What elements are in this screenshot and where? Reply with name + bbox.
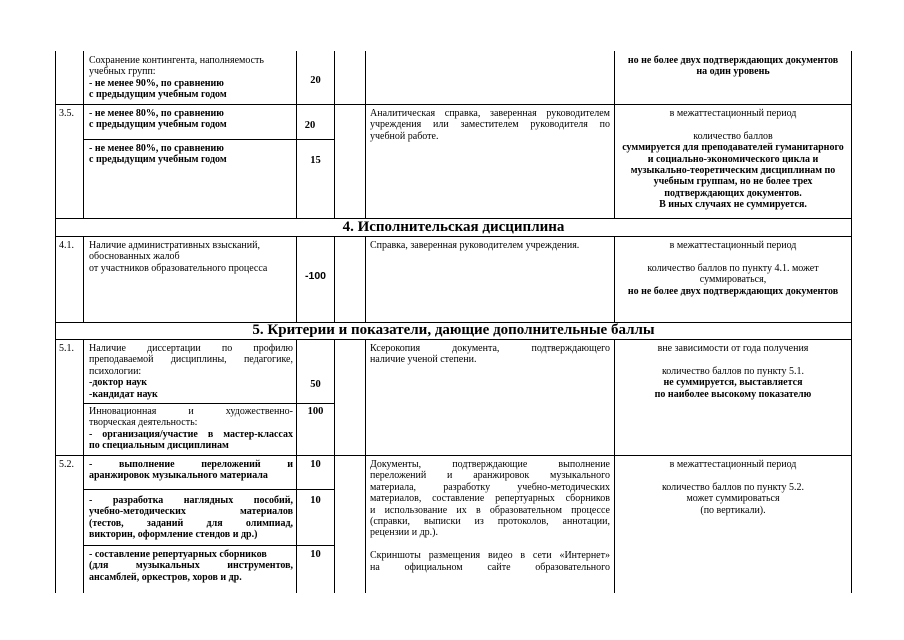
cell-line: (справки, выписки из протоколов, аннотации, (370, 516, 610, 528)
rule-col4-c (365, 339, 366, 593)
cell-line: суммируется для преподавателей гуманитарного (622, 142, 844, 154)
cell-line: В иных случаях не суммируется. (659, 199, 807, 211)
cell-line: на один уровень (696, 66, 770, 78)
rule-col0-b (55, 236, 56, 322)
cell-line: Инновационная и художественно- (89, 406, 293, 417)
cell-5-1-a (89, 343, 293, 400)
score-value: 20 (304, 120, 316, 131)
rule-sec4-bottom (55, 236, 852, 237)
rule-col6-c (851, 339, 852, 593)
cell-line: в межаттестационный период (669, 459, 797, 470)
cell-line: - выполнение переложений и (89, 459, 293, 470)
cell-5-2-document (370, 459, 610, 573)
cell-top-criterion (89, 55, 293, 101)
cell-line: музыкально-теоретическим дисциплинам по (630, 165, 836, 177)
cell-line: - не менее 80%, по сравнению (89, 143, 224, 154)
cell-line: по наиболее высокому показателю (654, 388, 812, 400)
cell-line: материалов, составление репертуарных сборников (370, 493, 610, 505)
cell-line: количество баллов по пункту 4.1. может (647, 262, 819, 274)
cell-line (370, 539, 610, 550)
section-heading: 5. Критерии и показатели, дающие дополнительные баллы (252, 322, 655, 338)
cell-5-2-b (89, 495, 293, 541)
rule-sec5-right (851, 322, 852, 339)
cell-line: не суммируется, выставляется (663, 377, 803, 389)
cell-line: ансамблей, оркестров, хоров и др. (89, 571, 242, 583)
cell-line: рецензии и др.). (370, 527, 439, 539)
cell-line: количество баллов по пункту 5.1. (661, 365, 805, 377)
rule-sec5-bottom (55, 339, 852, 340)
cell-line: с предыдущим учебным годом (89, 89, 227, 101)
cell-4-1-criterion (89, 240, 293, 274)
cell-line: учреждения или заместителем руководителя по (370, 119, 610, 131)
cell-line: и использование их в образовательном процессе (370, 504, 610, 516)
cell-line: викторин, оформление стендов и др.) (89, 529, 258, 541)
cell-line: - организация/участие в мастер-классах (89, 428, 293, 440)
cell-line: с предыдущим учебным годом (89, 154, 227, 166)
score-value: 10 (310, 495, 321, 506)
cell-4-1-note (616, 240, 850, 297)
cell-5-2-note (616, 459, 850, 516)
rule-col5-c (614, 339, 615, 593)
cell-line: (для музыкальных инструментов, (89, 560, 293, 572)
cell-line: наличие ученой степени. (370, 354, 477, 366)
cell-5-2-c (89, 549, 293, 583)
cell-line: переложений и аранжировок музыкального (370, 470, 610, 482)
rule-col6-a (851, 51, 852, 218)
cell-5-1-note (616, 343, 850, 400)
cell-3-5-document (370, 108, 610, 142)
cell-line: но не более двух подтверждающих документов (627, 285, 839, 297)
rule-col3-a (334, 51, 335, 218)
cell-line: учебно-методических материалов (89, 506, 293, 518)
rule-col5-b (614, 236, 615, 322)
rule-col3-c (334, 339, 335, 593)
cell-line: но не более двух подтверждающих документов (627, 55, 839, 66)
cell-line: обоснованных жалоб (89, 251, 180, 263)
rule-col0-c (55, 339, 56, 593)
score-value: 50 (310, 379, 321, 390)
cell-line: суммироваться, (699, 274, 767, 286)
cell-5-1-document (370, 343, 610, 366)
row-number: 3.5. (59, 108, 74, 119)
cell-line: творческая деятельность: (89, 417, 198, 429)
cell-line: в межаттестационный период (669, 240, 797, 251)
rule-sec-right (851, 218, 852, 236)
cell-line: в межаттестационный период (669, 108, 797, 119)
cell-line: и социально-экономического цикла и (647, 153, 819, 165)
rule-col1-a (83, 51, 84, 218)
rule-col4-a (365, 51, 366, 218)
cell-3-5-note (616, 108, 850, 211)
cell-line: аранжировок музыкального материала (89, 470, 268, 482)
cell-line (616, 251, 850, 262)
cell-line: преподаваемой дисциплины, педагогике, (89, 354, 293, 366)
cell-line: -доктор наук (89, 377, 148, 389)
rule-col1-b (83, 236, 84, 322)
cell-4-1-document (370, 240, 610, 251)
rule-col3-b (334, 236, 335, 322)
cell-3-5-b (89, 143, 293, 166)
score-value: 15 (310, 155, 321, 166)
cell-line (616, 354, 850, 365)
row-number: 5.1. (59, 343, 74, 354)
rule-5-2-top (55, 455, 852, 456)
cell-line: на официальном сайте образовательного (370, 561, 610, 573)
cell-line: - не менее 90%, по сравнению (89, 77, 224, 89)
cell-line: (по вертикали). (700, 504, 766, 516)
cell-line: - не менее 80%, по сравнению (89, 108, 224, 119)
cell-line: материала, разработку учебно-методических (370, 481, 610, 493)
cell-line: Аналитическая справка, заверенная руководителем (370, 108, 610, 119)
section-heading: 4. Исполнительская дисциплина (342, 219, 565, 235)
cell-5-1-b (89, 406, 293, 452)
cell-top-note (616, 55, 850, 78)
cell-5-2-a (89, 459, 293, 482)
cell-line: Наличие административных взысканий, (89, 240, 260, 251)
rule-col0-a (55, 51, 56, 218)
score-value: -100 (304, 270, 326, 282)
cell-line: - разработка наглядных пособий, (89, 495, 293, 506)
cell-line: подтверждающих документов. (664, 187, 802, 199)
rule-3-5-top (55, 104, 852, 105)
rule-col6-b (851, 236, 852, 322)
cell-line: по специальным дисциплинам (89, 440, 229, 452)
cell-line (616, 470, 850, 481)
cell-line: Скриншоты размещения видео в сети «Интернет» (370, 550, 610, 562)
cell-line: (тестов, заданий для олимпиад, (89, 517, 293, 529)
cell-line: количество баллов по пункту 5.2. (661, 481, 805, 493)
cell-line: психологии: (89, 365, 142, 377)
cell-line: с предыдущим учебным годом (89, 119, 227, 131)
cell-3-5-a (89, 108, 293, 131)
cell-line: Ксерокопия документа, подтверждающего (370, 343, 610, 354)
cell-line: количество баллов (693, 130, 773, 142)
cell-line (616, 119, 850, 130)
score-value: 10 (310, 549, 321, 560)
row-number: 5.2. (59, 459, 74, 470)
cell-line: учебных групп: (89, 66, 156, 78)
score-value: 10 (310, 459, 321, 470)
cell-line: учебным группам, но не более трех (653, 176, 813, 188)
cell-line: Наличие диссертации по профилю (89, 343, 293, 354)
rule-col4-b (365, 236, 366, 322)
score-value: 100 (307, 406, 324, 417)
row-number: 4.1. (59, 240, 74, 251)
cell-line: учебной работе. (370, 130, 439, 142)
cell-line: может суммироваться (686, 493, 780, 505)
score-value: 20 (310, 75, 321, 86)
rule-col1-c (83, 339, 84, 593)
cell-line: Справка, заверенная руководителем учреждения. (370, 240, 580, 251)
cell-line: -кандидат наук (89, 388, 158, 400)
cell-line: Сохранение контингента, наполняемость (89, 55, 264, 66)
cell-line: от участников образовательного процесса (89, 262, 268, 274)
cell-line: вне зависимости от года получения (657, 343, 809, 354)
cell-line: - составление репертуарных сборников (89, 549, 267, 560)
cell-line: Документы, подтверждающие выполнение (370, 459, 610, 470)
rule-col5-a (614, 51, 615, 218)
